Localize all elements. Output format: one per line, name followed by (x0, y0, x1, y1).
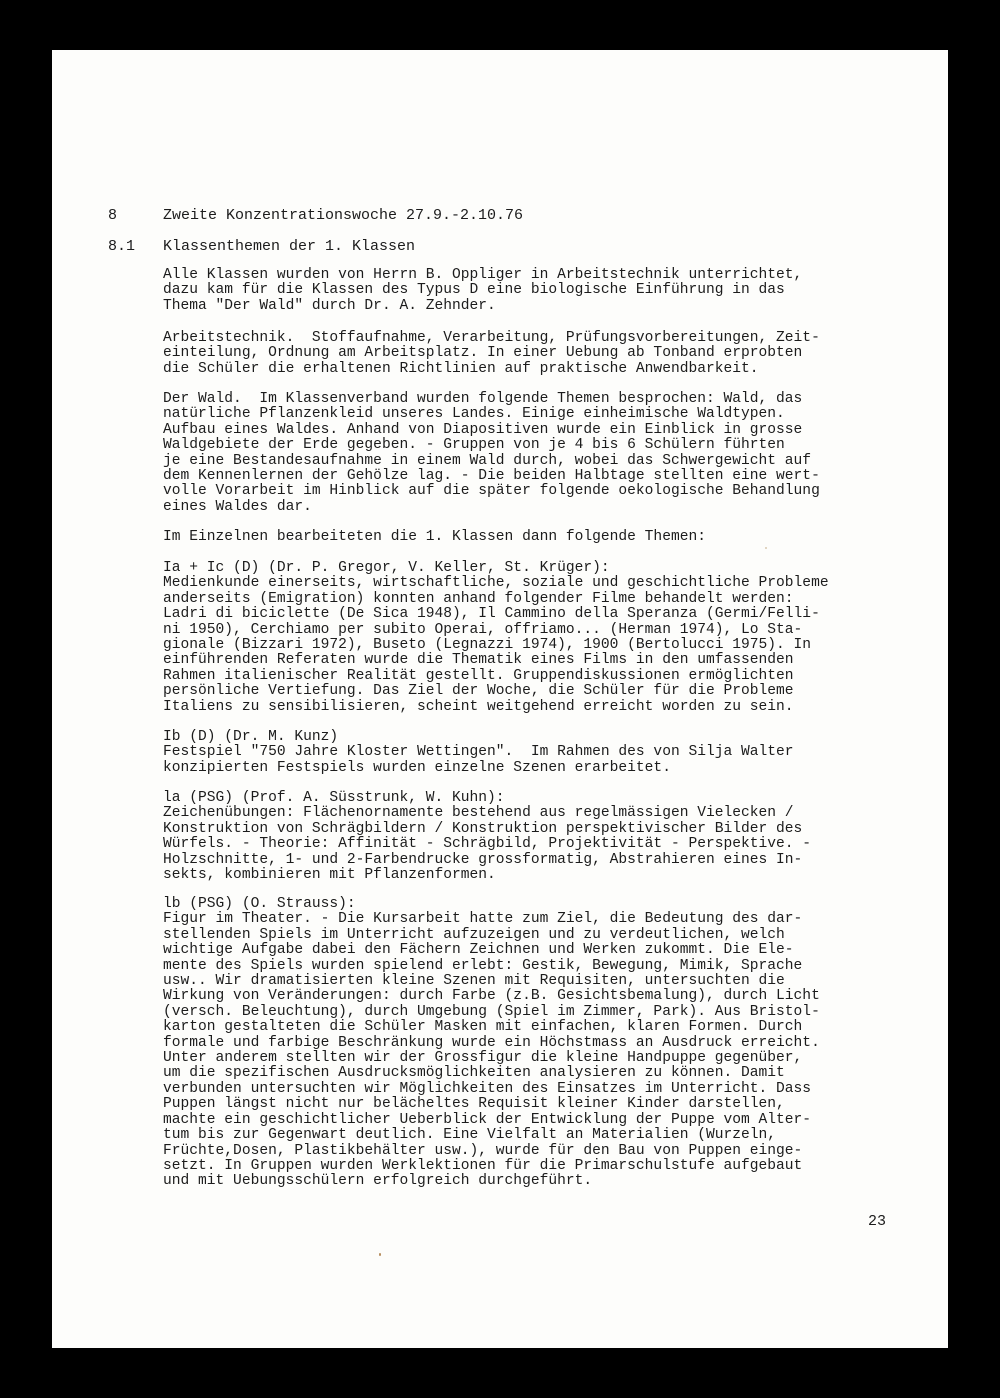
paragraph-themen-intro: Im Einzelnen bearbeiteten die 1. Klassen dann folgende Themen: (163, 529, 706, 545)
paper-speck (379, 1253, 381, 1256)
paragraph-ia-ic: Ia + Ic (D) (Dr. P. Gregor, V. Keller, St. Krüger): Medienkunde einerseits, wirtschaftliche, soziale und geschichtliche Probleme anderseits (Emigration) konnten anhand folgender Filme behandelt werden: Ladri di biciclette (De Sica 1948), Il Cammino della Speranza (Germi/Felli- ni 1950), Cerchiamo per subito Operai, offriamo... (Herman 1974), Lo Sta- gionale (Bizzari 1972), Buseto (Legnazzi 1974), 1900 (Bertolucci 1975). In einführenden Referaten wurde die Thematik eines Films in den umfassenden Rahmen italienischer Realität gestellt. Gruppendiskussionen ermöglichten persönliche Vertiefung. Das Ziel der Woche, die Schüler für die Probleme Italiens zu sensibilisieren, scheint weitgehend erreicht worden zu sein. (163, 560, 829, 715)
section-title: Zweite Konzentrationswoche 27.9.-2.10.76 (163, 207, 524, 224)
paragraph-la-psg: la (PSG) (Prof. A. Süsstrunk, W. Kuhn): Zeichenübungen: Flächenornamente bestehend aus regelmässigen Vielecken / Konstruktion von Schrägbildern / Konstruktion perspektivischer Bilder des Würfels. - Theorie: Affinität - Schrägbild, Projektivität - Perspektive. - Holzschnitte, 1- und 2-Farbendrucke grossformatig, Abstrahieren eines In- sekts, kombinieren mit Pflanzenformen. (163, 790, 812, 884)
paragraph-arbeitstechnik: Arbeitstechnik. Stoffaufnahme, Verarbeitung, Prüfungsvorbereitungen, Zeit- einteilung, Ordnung am Arbeitsplatz. In einer Uebung ab Tonband erprobten die Schüler die erhaltenen Richtlinien auf praktische Anwendbarkeit. (163, 330, 820, 377)
paragraph-intro: Alle Klassen wurden von Herrn B. Oppliger in Arbeitstechnik unterrichtet, dazu kam für die Klassen des Typus D eine biologische Einführung in das Thema "Der Wald" durch Dr. A. Zehnder. (163, 267, 803, 314)
subsection-number: 8.1 (108, 238, 136, 255)
paragraph-ib: Ib (D) (Dr. M. Kunz) Festspiel "750 Jahre Kloster Wettingen". Im Rahmen des von Silja Walter konzipierten Festspiels wurden einzelne Szenen erarbeitet. (163, 729, 794, 776)
page-number: 23 (868, 1213, 887, 1230)
section-number: 8 (108, 207, 118, 224)
document-page (52, 50, 948, 1348)
paragraph-lb-psg: lb (PSG) (O. Strauss): Figur im Theater. - Die Kursarbeit hatte zum Ziel, die Bedeutung des dar- stellenden Spiels im Unterricht aufzuzeigen und zu verdeutlichen, welch wichtige Aufgabe dabei den Fächern Zeichnen und Werken zukommt. Die Ele- mente des Spiels wurden spielend erlebt: Gestik, Bewegung, Mimik, Sprache usw.. Wir dramatisierten kleine Szenen mit Requisiten, untersuchten die Wirkung von Veränderungen: durch Farbe (z.B. Gesichtsbemalung), durch Licht (versch. Beleuchtung), durch Umgebung (Spiel im Zimmer, Park). Aus Bristol- karton gestalteten die Schüler Masken mit einfachen, klaren Formen. Durch formale und farbige Beschränkung wurde ein Höchstmass an Ausdruck erreicht. Unter anderem stellten wir der Grossfigur die kleine Handpuppe gegenüber, um die spezifischen Ausdrucksmöglichkeiten analysieren zu können. Damit verbunden untersuchten wir Möglichkeiten des Einsatzes im Unterricht. Dass Puppen längst nicht nur belächeltes Requisit kleiner Kinder darstellen, machte ein geschichtlicher Ueberblick der Entwicklung der Puppe vom Alter- tum bis zur Gegenwart deutlich. Eine Vielfalt an Materialien (Wurzeln, Früchte,Dosen, Plastikbehälter usw.), wurde für den Bau von Puppen einge- setzt. In Gruppen wurden Werklektionen für die Primarschulstufe aufgebaut und mit Uebungsschülern erfolgreich durchgeführt. (163, 896, 820, 1190)
subsection-title: Klassenthemen der 1. Klassen (163, 238, 416, 255)
paper-speck (765, 547, 767, 549)
paragraph-der-wald: Der Wald. Im Klassenverband wurden folgende Themen besprochen: Wald, das natürliche Pflanzenkleid unseres Landes. Einige einheimische Waldtypen. Aufbau eines Waldes. Anhand von Diapositiven wurde ein Einblick in grosse Waldgebiete der Erde gegeben. - Gruppen von je 4 bis 6 Schülern führten je eine Bestandesaufnahme in einem Wald durch, wobei das Schwergewicht auf dem Kennenlernen der Gehölze lag. - Die beiden Halbtage stellten eine wert- volle Vorarbeit im Hinblick auf die später folgende oekologische Behandlung eines Waldes dar. (163, 391, 820, 515)
